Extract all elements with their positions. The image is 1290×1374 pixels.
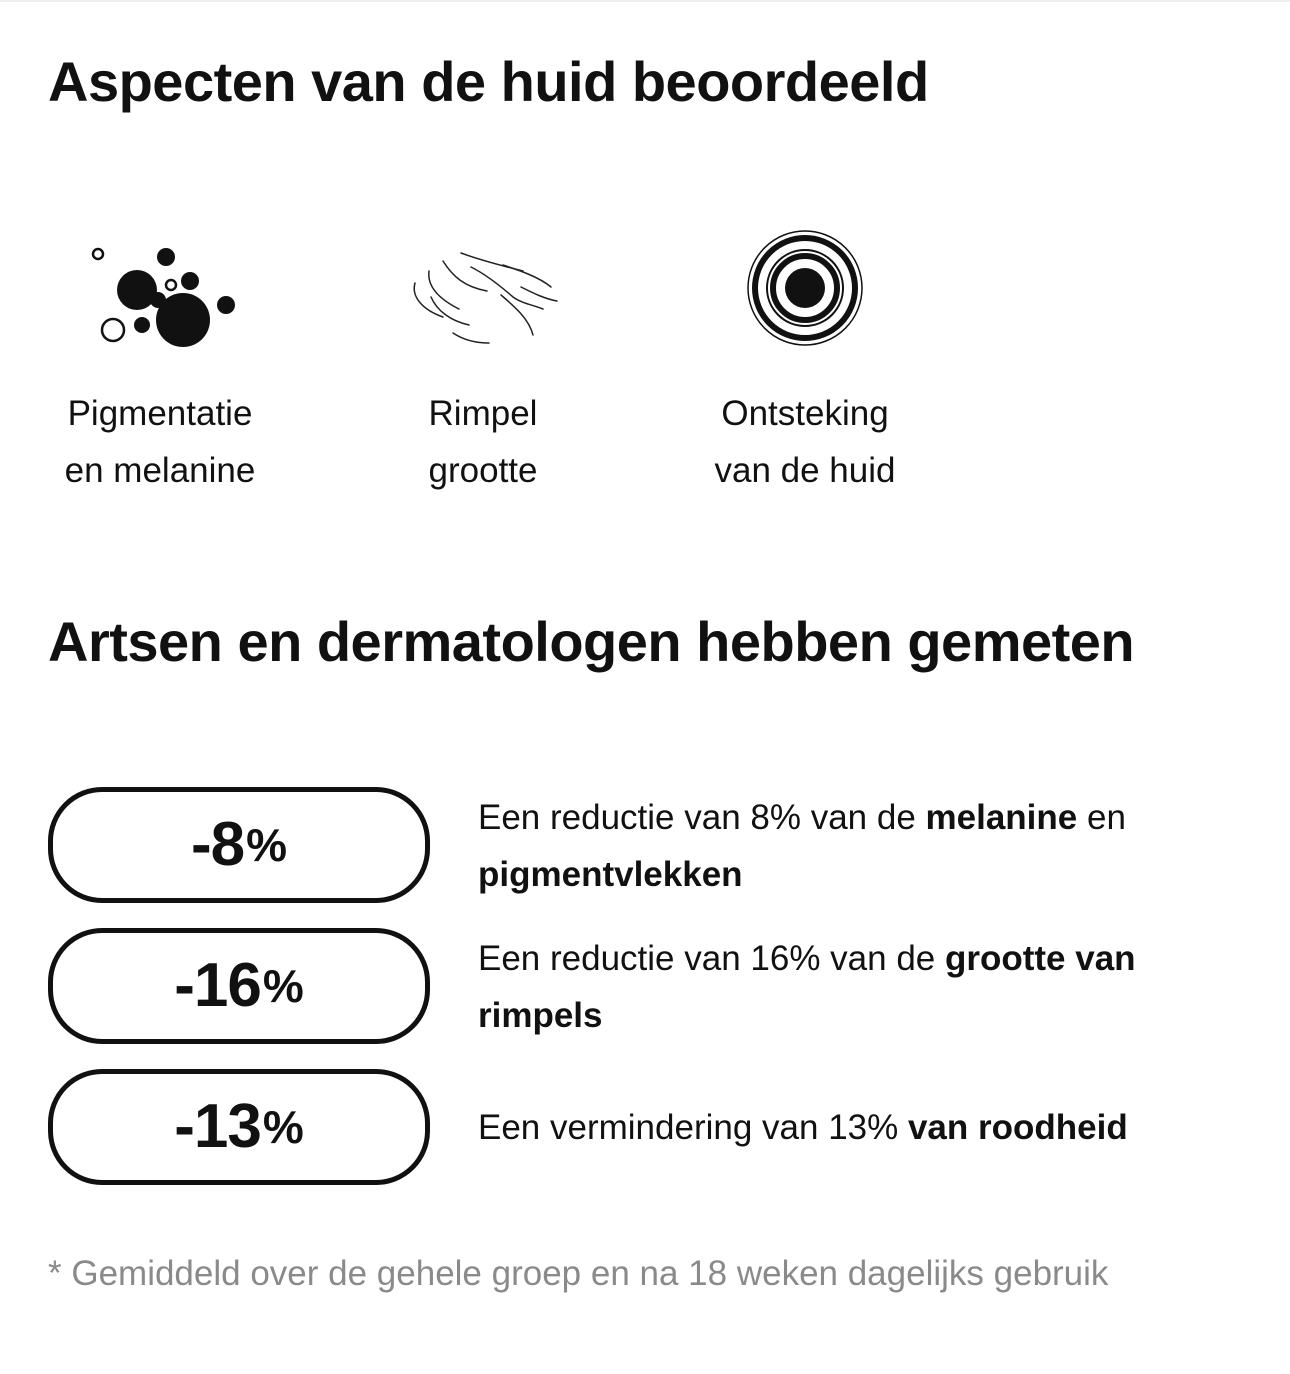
aspect-wrinkle-size: [353, 225, 613, 499]
stat-value: -13: [174, 1092, 261, 1161]
stat-description: Een vermindering van 13% van roodheid: [478, 1108, 1128, 1147]
stat-description: Een reductie van 8% van de melanine en pigmentvlekken: [478, 798, 1126, 894]
aspect-label: Pigmentatie en melanine: [64, 394, 256, 490]
wrinkle-lines-icon: [403, 225, 563, 355]
aspect-skin-inflammation: [675, 225, 935, 499]
stat-pill: [48, 1069, 430, 1185]
aspect-pigmentation: [30, 225, 290, 499]
stat-value: -8: [190, 810, 245, 879]
footnote: * Gemiddeld over de gehele groep en na 18 weken dagelijks gebruik: [48, 1254, 1109, 1293]
stat-value: -16: [174, 951, 261, 1020]
stat-description: Een reductie van 16% van de grootte van rimpels: [478, 939, 1136, 1035]
section-title-measured: Artsen en dermatologen hebben gemeten: [48, 610, 1135, 673]
stat-unit: %: [262, 1101, 304, 1153]
stat-row-melanin: [48, 787, 1248, 903]
section-title-assessed-aspects: Aspecten van de huid beoordeeld: [48, 50, 929, 113]
pigment-dots-icon: [80, 225, 240, 355]
stat-row-wrinkles: [48, 928, 1248, 1044]
stat-unit: %: [246, 819, 288, 871]
stat-pill: [48, 787, 430, 903]
stat-unit: %: [262, 960, 304, 1012]
aspect-label: Rimpel grootte: [428, 394, 538, 490]
concentric-circles-icon: [725, 225, 885, 355]
stat-row-redness: [48, 1069, 1248, 1185]
top-divider: [0, 0, 1290, 2]
stat-pill: [48, 928, 430, 1044]
aspect-label: Ontsteking van de huid: [714, 394, 896, 490]
